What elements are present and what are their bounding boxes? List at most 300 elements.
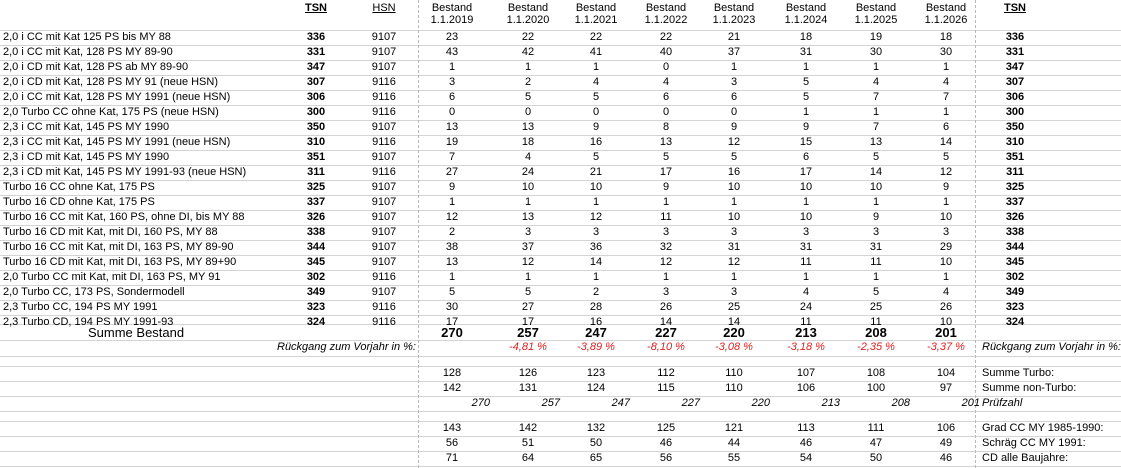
- row-value: 15: [799, 136, 813, 148]
- row-value: 18: [521, 136, 535, 148]
- row-name: 2,0 Turbo CC ohne Kat, 175 PS (neue HSN): [3, 106, 219, 118]
- row-value: 22: [521, 31, 535, 43]
- row-value: 3: [802, 226, 810, 238]
- row-value: 37: [727, 46, 741, 58]
- row-value: 1: [802, 106, 810, 118]
- row-value: 1: [730, 61, 738, 73]
- row-value: 12: [521, 256, 535, 268]
- pruefzahl-value: 247: [611, 397, 630, 409]
- row-value: 10: [939, 256, 953, 268]
- row-tsn: 326: [306, 211, 326, 223]
- row-value: 17: [799, 166, 813, 178]
- row-value: 9: [448, 181, 456, 193]
- row-tsn-2: 307: [1005, 76, 1025, 88]
- row-value: 3: [730, 76, 738, 88]
- summe-turbo-label: Summe Turbo:: [982, 367, 1055, 379]
- row-value: 25: [727, 301, 741, 313]
- header-year-label: Bestand: [431, 2, 473, 14]
- cd-alle-value: 71: [445, 452, 459, 464]
- row-value: 18: [939, 31, 953, 43]
- row-value: 0: [662, 61, 670, 73]
- row-hsn: 9116: [372, 301, 396, 313]
- row-hsn: 9107: [371, 151, 397, 163]
- row-value: 1: [942, 61, 950, 73]
- row-value: 5: [872, 151, 880, 163]
- row-value: 22: [589, 31, 603, 43]
- row-name: Turbo 16 CC mit Kat, mit DI, 163 PS, MY 89-90: [3, 241, 234, 253]
- row-name: 2,3 Turbo CC, 194 PS MY 1991: [3, 301, 158, 313]
- pruefzahl-value: 213: [821, 397, 840, 409]
- rueckgang-value: -4,81 %: [509, 341, 547, 353]
- row-hsn: 9116: [372, 316, 396, 328]
- row-value: 2: [524, 76, 532, 88]
- row-value: 11: [870, 316, 882, 328]
- header-year-label: Bestand: [855, 2, 897, 14]
- row-value: 12: [727, 256, 741, 268]
- row-value: 42: [521, 46, 535, 58]
- row-value: 11: [660, 211, 672, 223]
- row-value: 28: [589, 301, 603, 313]
- row-value: 5: [872, 286, 880, 298]
- rueckgang-label: Rückgang zum Vorjahr in %:: [277, 341, 416, 353]
- schraeg-cc-value: 46: [659, 437, 673, 449]
- row-tsn: 324: [306, 316, 326, 328]
- row-value: 43: [445, 46, 459, 58]
- row-value: 21: [589, 166, 603, 178]
- row-hsn: 9107: [371, 211, 397, 223]
- row-value: 3: [942, 226, 950, 238]
- row-name: 2,0 i CC mit Kat, 128 PS MY 1991 (neue HSN): [3, 91, 231, 103]
- row-tsn: 300: [306, 106, 326, 118]
- row-value: 9: [942, 181, 950, 193]
- row-name: 2,3 Turbo CD, 194 PS MY 1991-93: [3, 316, 174, 328]
- row-name: Turbo 16 CD mit Kat, mit DI, 160 PS, MY 88: [3, 226, 218, 238]
- row-tsn: 325: [306, 181, 326, 193]
- row-hsn: 9107: [371, 181, 397, 193]
- rueckgang-value: -3,18 %: [787, 341, 825, 353]
- row-value: 1: [592, 61, 600, 73]
- row-tsn-2: 345: [1005, 256, 1025, 268]
- row-value: 11: [800, 316, 812, 328]
- pruefzahl-label: Prüfzahl: [982, 397, 1023, 409]
- row-value: 31: [727, 241, 741, 253]
- row-value: 3: [592, 226, 600, 238]
- header-year-label: Bestand: [645, 2, 687, 14]
- row-value: 10: [727, 181, 741, 193]
- summe-turbo-value: 123: [586, 367, 606, 379]
- row-value: 1: [448, 61, 456, 73]
- grad-cc-label: Grad CC MY 1985-1990:: [982, 422, 1104, 434]
- row-value: 10: [799, 211, 813, 223]
- row-value: 10: [869, 181, 883, 193]
- row-name: Turbo 16 CC mit Kat, 160 PS, ohne DI, bis MY 88: [3, 211, 245, 223]
- cd-alle-value: 64: [521, 452, 535, 464]
- row-value: 24: [799, 301, 813, 313]
- cd-alle-value: 54: [799, 452, 813, 464]
- summe-nonturbo-value: 115: [657, 382, 675, 394]
- row-value: 9: [872, 211, 880, 223]
- row-name: Turbo 16 CC ohne Kat, 175 PS: [3, 181, 155, 193]
- row-value: 3: [662, 226, 670, 238]
- row-value: 7: [872, 121, 880, 133]
- schraeg-cc-value: 44: [727, 437, 741, 449]
- row-hsn: 9116: [372, 91, 396, 103]
- row-value: 9: [730, 121, 738, 133]
- rueckgang-label-2: Rückgang zum Vorjahr in %:: [982, 341, 1121, 353]
- summe-turbo-value: 108: [866, 367, 886, 379]
- row-hsn: 9107: [371, 286, 397, 298]
- header-tsn-2: TSN: [1004, 2, 1026, 14]
- row-hsn: 9107: [371, 31, 397, 43]
- row-value: 0: [662, 106, 670, 118]
- row-value: 0: [524, 106, 532, 118]
- row-value: 1: [872, 271, 880, 283]
- row-tsn: 302: [306, 271, 326, 283]
- row-value: 12: [727, 136, 741, 148]
- summe-value: 270: [441, 325, 463, 340]
- row-value: 4: [802, 286, 810, 298]
- pruefzahl-value: 227: [681, 397, 700, 409]
- grid-line: [0, 411, 1121, 412]
- row-tsn-2: 344: [1005, 241, 1025, 253]
- row-value: 30: [869, 46, 883, 58]
- row-name: 2,0 Turbo CC mit Kat, mit DI, 163 PS, MY 91: [3, 271, 221, 283]
- pruefzahl-value: 208: [891, 397, 910, 409]
- row-value: 31: [799, 241, 813, 253]
- header-year-date: 1.1.2020: [506, 14, 550, 26]
- row-tsn: 349: [306, 286, 326, 298]
- row-value: 1: [942, 196, 950, 208]
- row-value: 4: [942, 76, 950, 88]
- row-tsn-2: 350: [1005, 121, 1025, 133]
- column-divider: [418, 0, 420, 468]
- row-value: 1: [730, 271, 738, 283]
- row-value: 3: [872, 226, 880, 238]
- row-value: 1: [802, 61, 810, 73]
- row-value: 3: [448, 76, 456, 88]
- row-value: 5: [802, 76, 810, 88]
- row-value: 1: [448, 271, 456, 283]
- row-value: 10: [589, 181, 603, 193]
- pruefzahl-value: 220: [751, 397, 770, 409]
- row-value: 3: [662, 286, 670, 298]
- row-value: 17: [445, 316, 459, 328]
- pruefzahl-value: 257: [541, 397, 560, 409]
- row-tsn: 338: [306, 226, 326, 238]
- cd-alle-value: 50: [869, 452, 883, 464]
- row-name: Turbo 16 CD mit Kat, mit DI, 163 PS, MY 89+90: [3, 256, 237, 268]
- grad-cc-value: 132: [586, 422, 606, 434]
- row-value: 11: [800, 256, 812, 268]
- header-tsn: TSN: [305, 2, 327, 14]
- row-value: 25: [869, 301, 883, 313]
- row-value: 16: [727, 166, 741, 178]
- row-hsn: 9107: [371, 61, 397, 73]
- row-hsn: 9107: [371, 226, 397, 238]
- row-value: 1: [730, 196, 738, 208]
- header-year-label: Bestand: [507, 2, 549, 14]
- row-value: 6: [730, 91, 738, 103]
- row-tsn: 337: [306, 196, 326, 208]
- grad-cc-value: 143: [442, 422, 462, 434]
- row-value: 4: [662, 76, 670, 88]
- row-value: 6: [662, 91, 670, 103]
- row-value: 41: [589, 46, 603, 58]
- row-value: 12: [445, 211, 459, 223]
- row-value: 1: [802, 196, 810, 208]
- row-value: 30: [939, 46, 953, 58]
- row-value: 14: [939, 136, 953, 148]
- row-tsn-2: 323: [1005, 301, 1025, 313]
- summe-label: Summe Bestand: [88, 325, 185, 340]
- row-value: 14: [659, 316, 673, 328]
- row-hsn: 9107: [371, 196, 397, 208]
- row-value: 31: [799, 46, 813, 58]
- row-value: 6: [802, 151, 810, 163]
- summe-value: 220: [723, 325, 745, 340]
- summe-value: 247: [585, 325, 607, 340]
- row-value: 29: [939, 241, 953, 253]
- row-tsn-2: 306: [1005, 91, 1025, 103]
- row-tsn-2: 351: [1005, 151, 1025, 163]
- pruefzahl-value: 201: [961, 397, 980, 409]
- row-value: 17: [659, 166, 673, 178]
- row-value: 0: [730, 106, 738, 118]
- row-value: 14: [589, 256, 603, 268]
- row-value: 1: [524, 271, 532, 283]
- row-tsn: 306: [306, 91, 326, 103]
- row-tsn-2: 338: [1005, 226, 1025, 238]
- schraeg-cc-value: 46: [799, 437, 813, 449]
- summe-turbo-value: 110: [725, 367, 743, 379]
- row-value: 3: [730, 226, 738, 238]
- summe-nonturbo-label: Summe non-Turbo:: [982, 382, 1077, 394]
- row-value: 0: [448, 106, 456, 118]
- row-value: 5: [592, 151, 600, 163]
- row-value: 7: [448, 151, 456, 163]
- row-value: 7: [872, 91, 880, 103]
- row-name: 2,0 i CD mit Kat, 128 PS MY 91 (neue HSN): [3, 76, 218, 88]
- cd-alle-value: 65: [589, 452, 603, 464]
- header-year-label: Bestand: [713, 2, 755, 14]
- row-hsn: 9107: [371, 256, 397, 268]
- row-value: 18: [799, 31, 813, 43]
- row-hsn: 9116: [372, 136, 396, 148]
- row-tsn-2: 326: [1005, 211, 1025, 223]
- row-value: 5: [662, 151, 670, 163]
- row-value: 26: [939, 301, 953, 313]
- row-hsn: 9116: [372, 166, 396, 178]
- row-value: 11: [870, 256, 882, 268]
- row-value: 38: [445, 241, 459, 253]
- row-value: 7: [942, 91, 950, 103]
- grad-cc-value: 106: [936, 422, 956, 434]
- row-tsn: 323: [306, 301, 326, 313]
- summe-turbo-value: 107: [796, 367, 816, 379]
- row-hsn: 9116: [372, 76, 396, 88]
- row-tsn: 331: [306, 46, 326, 58]
- summe-turbo-value: 126: [518, 367, 538, 379]
- rueckgang-value: -8,10 %: [647, 341, 685, 353]
- grad-cc-value: 142: [518, 422, 538, 434]
- row-value: 1: [662, 196, 670, 208]
- row-tsn-2: 311: [1006, 166, 1024, 178]
- row-value: 16: [589, 316, 603, 328]
- row-value: 36: [589, 241, 603, 253]
- grad-cc-value: 125: [656, 422, 676, 434]
- row-value: 26: [659, 301, 673, 313]
- row-value: 23: [445, 31, 459, 43]
- row-tsn-2: 349: [1005, 286, 1025, 298]
- row-value: 1: [872, 106, 880, 118]
- row-value: 1: [942, 271, 950, 283]
- row-value: 1: [524, 196, 532, 208]
- schraeg-cc-value: 50: [589, 437, 603, 449]
- row-tsn-2: 347: [1005, 61, 1025, 73]
- row-tsn: 347: [306, 61, 326, 73]
- summe-turbo-value: 112: [657, 367, 675, 379]
- summe-value: 257: [517, 325, 539, 340]
- row-value: 3: [730, 286, 738, 298]
- row-value: 19: [445, 136, 459, 148]
- row-value: 5: [524, 91, 532, 103]
- summe-nonturbo-value: 97: [939, 382, 953, 394]
- row-tsn: 350: [306, 121, 326, 133]
- row-tsn: 344: [306, 241, 326, 253]
- row-value: 19: [869, 31, 883, 43]
- row-value: 10: [521, 181, 535, 193]
- row-value: 0: [592, 106, 600, 118]
- row-tsn-2: 310: [1005, 136, 1025, 148]
- row-value: 14: [869, 166, 883, 178]
- header-year-label: Bestand: [785, 2, 827, 14]
- row-value: 13: [521, 121, 535, 133]
- row-hsn: 9107: [371, 121, 397, 133]
- row-value: 2: [592, 286, 600, 298]
- row-name: Turbo 16 CD ohne Kat, 175 PS: [3, 196, 155, 208]
- row-name: 2,0 i CC mit Kat 125 PS bis MY 88: [3, 31, 171, 43]
- cd-alle-value: 46: [939, 452, 953, 464]
- cd-alle-label: CD alle Baujahre:: [982, 452, 1069, 464]
- row-value: 10: [727, 211, 741, 223]
- summe-value: 227: [655, 325, 677, 340]
- row-value: 1: [872, 61, 880, 73]
- summe-turbo-value: 104: [936, 367, 956, 379]
- row-tsn: 310: [306, 136, 326, 148]
- summe-nonturbo-value: 124: [586, 382, 606, 394]
- summe-nonturbo-value: 106: [796, 382, 816, 394]
- header-year-date: 1.1.2022: [644, 14, 688, 26]
- row-value: 10: [799, 181, 813, 193]
- row-tsn: 351: [306, 151, 326, 163]
- summe-value: 213: [795, 325, 817, 340]
- row-value: 24: [521, 166, 535, 178]
- row-name: 2,0 Turbo CC, 173 PS, Sondermodell: [3, 286, 185, 298]
- summe-nonturbo-value: 100: [866, 382, 886, 394]
- cd-alle-value: 55: [727, 452, 741, 464]
- grid-line: [0, 466, 1121, 467]
- row-value: 4: [524, 151, 532, 163]
- row-value: 27: [521, 301, 535, 313]
- summe-turbo-value: 128: [442, 367, 462, 379]
- row-tsn-2: 302: [1005, 271, 1025, 283]
- row-tsn-2: 324: [1005, 316, 1025, 328]
- row-value: 1: [592, 271, 600, 283]
- row-name: 2,3 i CD mit Kat, 145 PS MY 1990: [3, 151, 170, 163]
- header-hsn: HSN: [372, 2, 396, 14]
- row-value: 17: [521, 316, 535, 328]
- row-value: 40: [659, 46, 673, 58]
- row-value: 13: [521, 211, 535, 223]
- grad-cc-value: 111: [867, 422, 885, 434]
- row-value: 37: [521, 241, 535, 253]
- header-year-label: Bestand: [925, 2, 967, 14]
- row-value: 12: [589, 211, 603, 223]
- row-tsn-2: 336: [1005, 31, 1025, 43]
- schraeg-cc-value: 47: [869, 437, 883, 449]
- pruefzahl-value: 270: [471, 397, 490, 409]
- row-value: 8: [662, 121, 670, 133]
- summe-value: 201: [935, 325, 957, 340]
- row-tsn: 307: [306, 76, 326, 88]
- row-value: 5: [592, 91, 600, 103]
- row-value: 5: [730, 151, 738, 163]
- schraeg-cc-value: 56: [445, 437, 459, 449]
- row-value: 13: [445, 121, 459, 133]
- header-year-date: 1.1.2024: [784, 14, 828, 26]
- row-value: 5: [448, 286, 456, 298]
- rueckgang-value: -3,37 %: [927, 341, 965, 353]
- rueckgang-value: -3,89 %: [577, 341, 615, 353]
- row-name: 2,3 i CC mit Kat, 145 PS MY 1990: [3, 121, 170, 133]
- row-value: 6: [942, 121, 950, 133]
- row-value: 5: [942, 151, 950, 163]
- row-tsn: 336: [306, 31, 326, 43]
- row-value: 13: [659, 136, 673, 148]
- row-value: 4: [942, 286, 950, 298]
- row-value: 1: [942, 106, 950, 118]
- summe-nonturbo-value: 110: [725, 382, 743, 394]
- row-value: 10: [939, 211, 953, 223]
- row-hsn: 9116: [372, 271, 396, 283]
- summe-value: 208: [865, 325, 887, 340]
- header-year-date: 1.1.2023: [712, 14, 756, 26]
- schraeg-cc-value: 51: [521, 437, 535, 449]
- row-value: 31: [869, 241, 883, 253]
- row-value: 12: [939, 166, 953, 178]
- row-value: 4: [592, 76, 600, 88]
- row-tsn-2: 300: [1005, 106, 1025, 118]
- row-name: 2,3 i CC mit Kat, 145 PS MY 1991 (neue HSN): [3, 136, 231, 148]
- row-tsn: 345: [306, 256, 326, 268]
- grad-cc-value: 113: [797, 422, 815, 434]
- header-year-label: Bestand: [575, 2, 617, 14]
- row-value: 21: [727, 31, 741, 43]
- header-year-date: 1.1.2025: [854, 14, 898, 26]
- header-year-date: 1.1.2021: [574, 14, 618, 26]
- row-value: 5: [802, 91, 810, 103]
- summe-nonturbo-value: 131: [518, 382, 538, 394]
- row-value: 13: [445, 256, 459, 268]
- row-value: 14: [727, 316, 741, 328]
- row-tsn-2: 331: [1005, 46, 1025, 58]
- row-value: 32: [659, 241, 673, 253]
- header-year-date: 1.1.2026: [924, 14, 968, 26]
- cd-alle-value: 56: [659, 452, 673, 464]
- summe-nonturbo-value: 142: [442, 382, 462, 394]
- row-value: 27: [445, 166, 459, 178]
- row-value: 9: [592, 121, 600, 133]
